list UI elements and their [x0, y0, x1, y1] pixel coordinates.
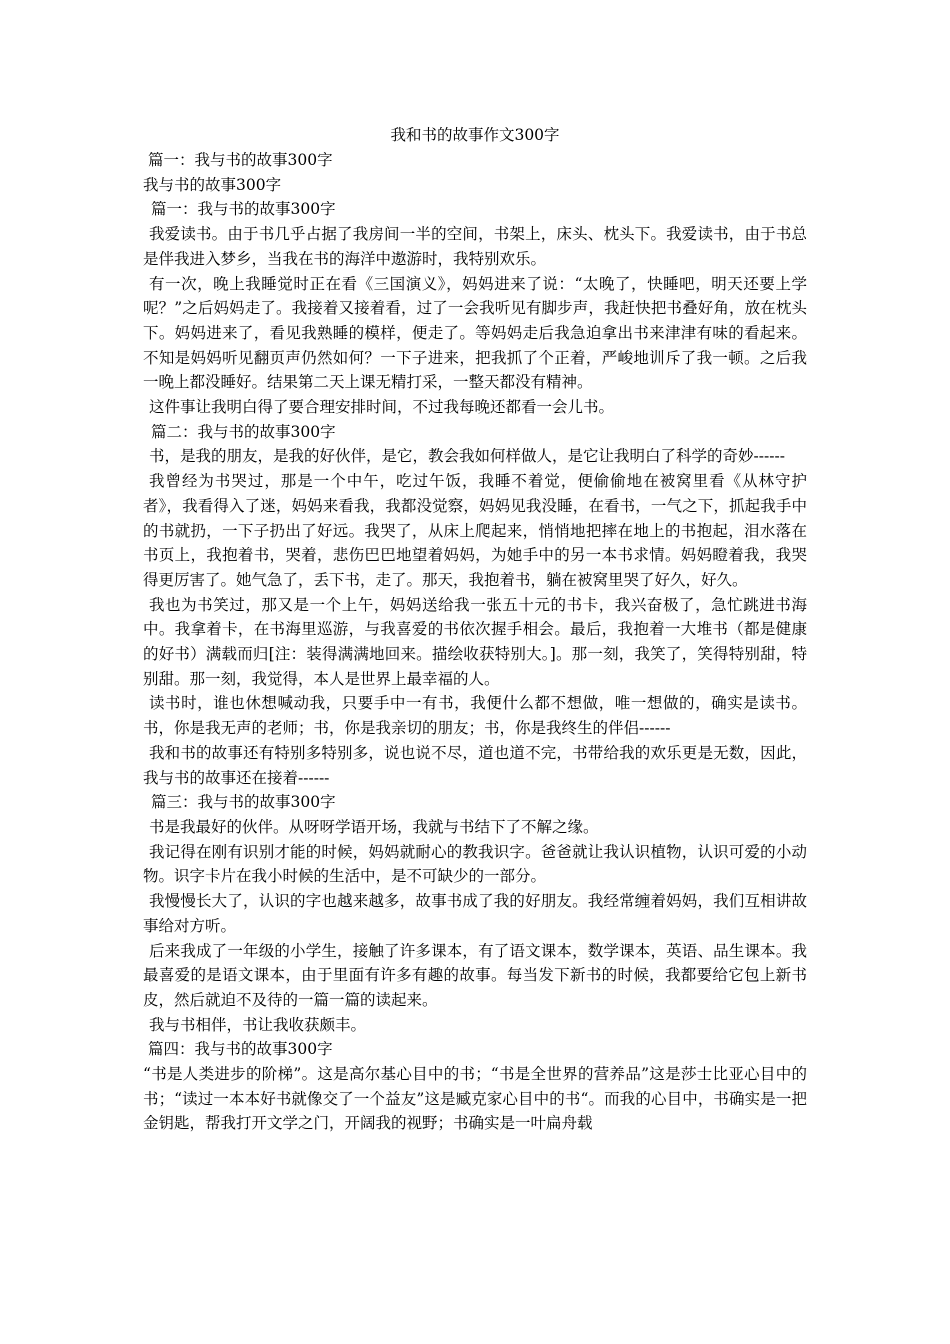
- document-title: 我和书的故事作文300字: [390, 126, 560, 144]
- paragraph: 我和书的故事还有特别多特别多，说也说不尽，道也道不完，书带给我的欢乐更是无数，因此，我与书的故事还在接着------: [143, 743, 807, 787]
- paragraph: 有一次，晚上我睡觉时正在看《三国演义》，妈妈进来了说：“太晚了，快睡吧，明天还要上学呢？”之后妈妈走了。我接着又接着看，过了一会我听见有脚步声，我赶快把书叠好角，放在枕头下。妈妈进来了，看见我熟睡的模样，便走了。等妈妈走后我急迫拿出书来津津有味的看起来。不知是妈妈听见翻页声仍然如何？一下子进来，把我抓了个正着，严峻地训斥了我一顿。之后我一晚上都没睡好。结果第二天上课无精打采，一整天都没有精神。: [143, 274, 807, 392]
- paragraph: 我爱读书。由于书几乎占据了我房间一半的空间，书架上，床头、枕头下。我爱读书，由于书总是伴我进入梦乡，当我在书的海洋中遨游时，我特别欢乐。: [143, 225, 807, 268]
- section-heading-3: 篇三：我与书的故事300字: [151, 793, 336, 812]
- paragraph: “书是人类进步的阶梯”。这是高尔基心目中的书；“书是全世界的营养品”这是莎士比亚心目中的书；“读过一本本好书就像交了一个益友”这是臧克家心目中的书“。而我的心目中，书确实是一把金钥匙，帮我打开文学之门，开阔我的视野；书确实是一叶扁舟载: [143, 1065, 807, 1133]
- paragraph: 我慢慢长大了，认识的字也越来越多，故事书成了我的好朋友。我经常缠着妈妈，我们互相讲故事给对方听。: [143, 892, 807, 935]
- paragraph: 这件事让我明白得了要合理安排时间，不过我每晚还都看一会儿书。: [149, 398, 615, 417]
- paragraph: 读书时，谁也休想喊动我，只要手中一有书，我便什么都不想做，唯一想做的，确实是读书。书，你是我无声的老师；书，你是我亲切的朋友；书，你是我终生的伴侣------: [143, 694, 807, 738]
- document-page: [143, 123, 807, 1136]
- section-heading-4: 篇四：我与书的故事300字: [148, 1040, 333, 1059]
- paragraph: 我与书相伴，书让我收获颇丰。: [149, 1015, 367, 1034]
- section-heading-1-repeat: 篇一：我与书的故事300字: [151, 200, 336, 219]
- paragraph: 我记得在刚有识别才能的时候，妈妈就耐心的教我识字。爸爸就让我认识植物，认识可爱的小动物。识字卡片在我小时候的生活中，是不可缺少的一部分。: [143, 842, 807, 886]
- subtitle-line: 我与书的故事300字: [143, 175, 282, 194]
- paragraph: 后来我成了一年级的小学生，接触了许多课本，有了语文课本，数学课本，英语、品生课本。我最喜爱的是语文课本，由于里面有许多有趣的故事。每当发下新书的时候，我都要给它包上新书皮，然后就迫不及待的一篇一篇的读起来。: [143, 941, 807, 1009]
- paragraph: 书，是我的朋友，是我的好伙伴，是它，教会我如何样做人，是它让我明白了科学的奇妙------: [149, 447, 785, 466]
- section-heading-2: 篇二：我与书的故事300字: [151, 422, 336, 441]
- paragraph: 书是我最好的伙伴。从呀呀学语开场，我就与书结下了不解之缘。: [149, 817, 599, 836]
- section-heading-1: 篇一：我与书的故事300字: [148, 151, 333, 169]
- paragraph: 我也为书笑过，那又是一个上午，妈妈送给我一张五十元的书卡，我兴奋极了，急忙跳进书海中。我拿着卡，在书海里巡游，与我喜爱的书依次握手相会。最后，我抱着一大堆书（都是健康的好书）满载而归[注：装得满满地回来。描绘收获特别大。]。那一刻，我笑了，笑得特别甜，特别甜。那一刻，我觉得，本人是世界上最幸福的人。: [143, 595, 807, 688]
- paragraph: 我曾经为书哭过，那是一个中午，吃过午饭，我睡不着觉，便偷偷地在被窝里看《从林守护者》，我看得入了迷，妈妈来看我，我都没觉察，妈妈见我没睡，在看书，一气之下，抓起我手中的书就扔，一下子扔出了好远。我哭了，从床上爬起来，悄悄地把摔在地上的书抱起，泪水落在书页上，我抱着书，哭着，悲伤巴巴地望着妈妈，为她手中的另一本书求情。妈妈瞪着我，我哭得更厉害了。她气急了，丢下书，走了。那天，我抱着书，躺在被窝里哭了好久，好久。: [143, 472, 807, 589]
